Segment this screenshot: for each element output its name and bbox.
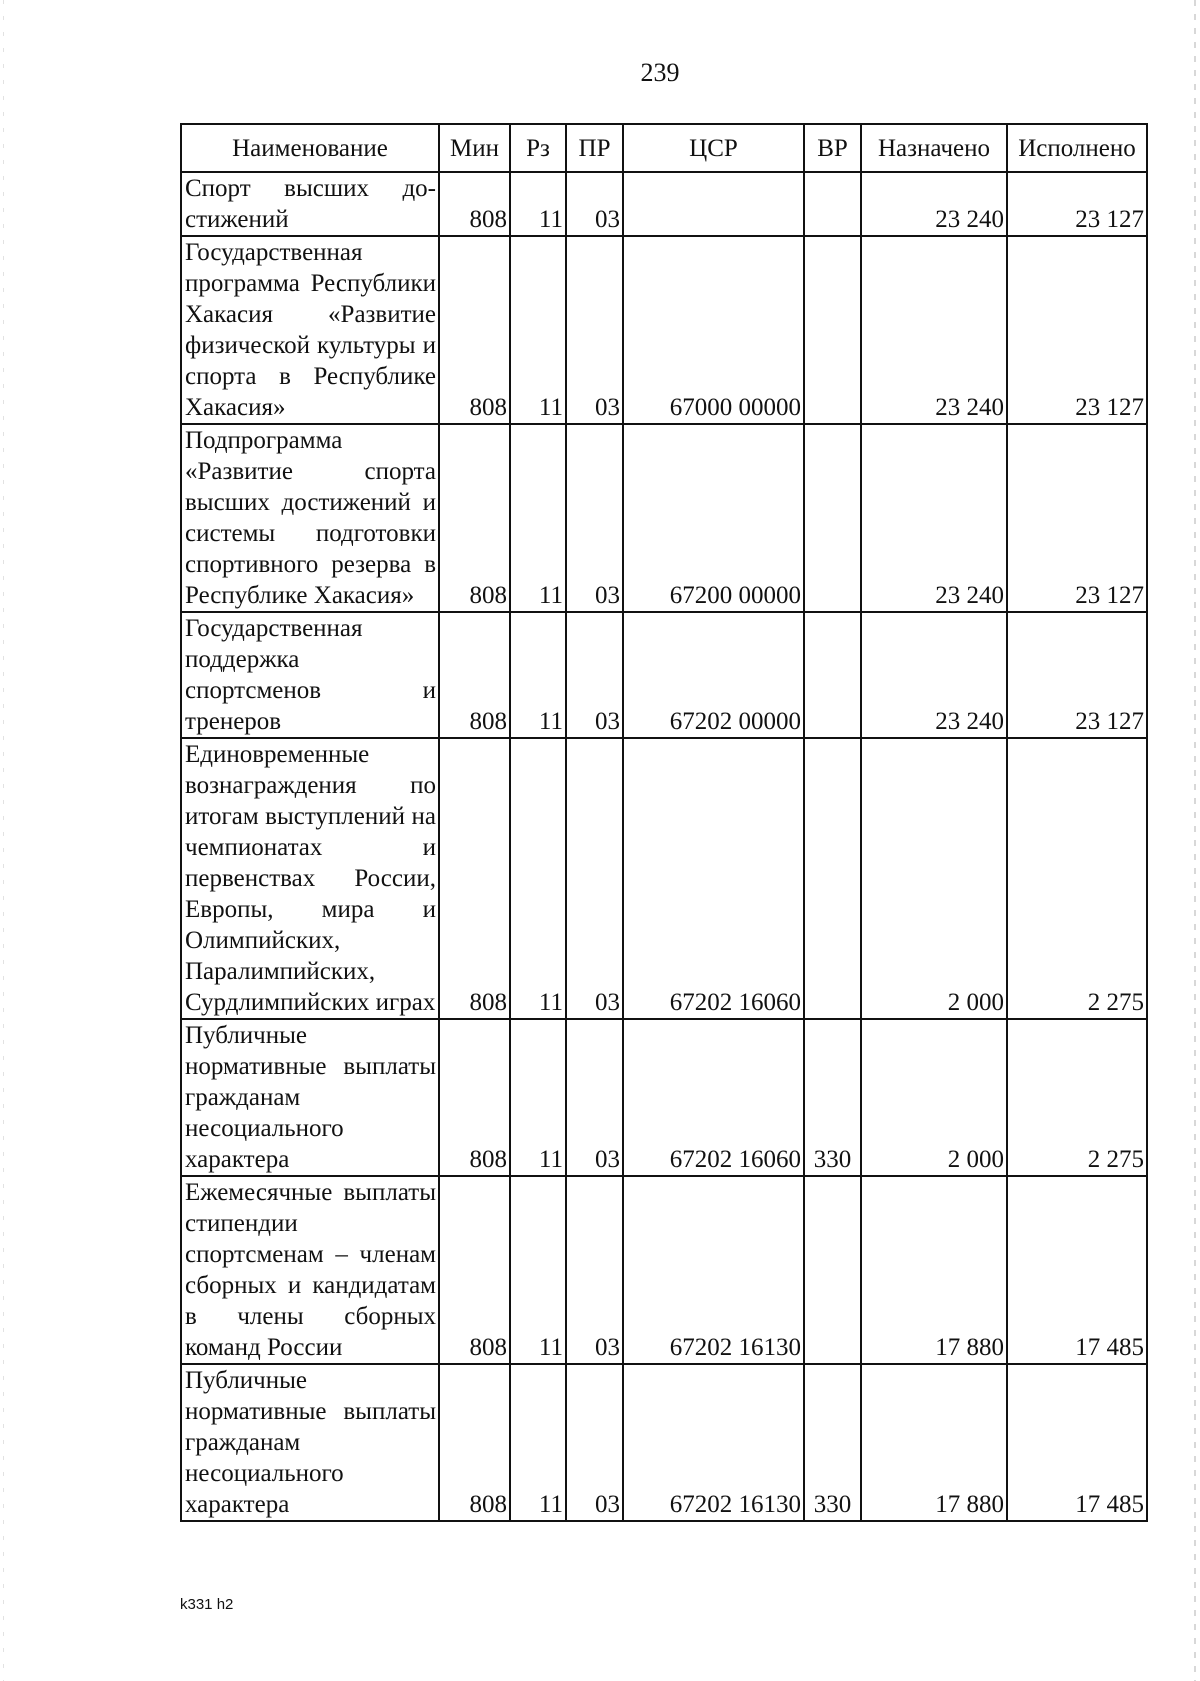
table-row — [181, 1176, 1147, 1364]
row-rz: 11 — [510, 1019, 566, 1176]
header-csr: ЦСР — [623, 124, 804, 172]
row-min: 808 — [439, 424, 510, 612]
row-name-text: Ежемесячные выплаты стипендии спортсменам – членам сборных и кандидатам в члены сборных команд России — [185, 1179, 436, 1361]
table-body — [181, 172, 1147, 1521]
row-name — [181, 1019, 439, 1176]
table-row — [181, 1019, 1147, 1176]
row-csr: 67202 16130 — [623, 1364, 804, 1521]
page-number: 239 — [640, 58, 680, 87]
row-vr — [804, 172, 861, 236]
row-name-text: Публичные нормативные выплаты гражданам несоциального характера — [185, 1367, 436, 1518]
header-name: Наименование — [181, 124, 439, 172]
footer-code: k331 h2 — [180, 1596, 234, 1613]
row-vr: 330 — [804, 1364, 861, 1521]
row-pr: 03 — [566, 236, 623, 424]
row-assigned: 17 880 — [861, 1176, 1007, 1364]
row-min: 808 — [439, 172, 510, 236]
row-executed: 23 127 — [1007, 236, 1147, 424]
row-executed: 23 127 — [1007, 424, 1147, 612]
scan-edge-right — [1194, 0, 1196, 1681]
row-pr: 03 — [566, 172, 623, 236]
row-csr: 67202 00000 — [623, 612, 804, 738]
row-pr: 03 — [566, 424, 623, 612]
row-rz: 11 — [510, 738, 566, 1019]
row-assigned: 23 240 — [861, 424, 1007, 612]
row-vr — [804, 424, 861, 612]
header-pr: ПР — [566, 124, 623, 172]
row-min: 808 — [439, 236, 510, 424]
row-executed: 23 127 — [1007, 172, 1147, 236]
row-csr: 67200 00000 — [623, 424, 804, 612]
row-rz: 11 — [510, 172, 566, 236]
row-rz: 11 — [510, 424, 566, 612]
row-csr: 67202 16060 — [623, 1019, 804, 1176]
row-csr: 67000 00000 — [623, 236, 804, 424]
row-executed: 17 485 — [1007, 1364, 1147, 1521]
row-executed: 23 127 — [1007, 612, 1147, 738]
table-row — [181, 172, 1147, 236]
row-pr: 03 — [566, 1019, 623, 1176]
table-row — [181, 738, 1147, 1019]
row-vr — [804, 612, 861, 738]
row-executed: 2 275 — [1007, 1019, 1147, 1176]
row-name — [181, 612, 439, 738]
row-assigned: 23 240 — [861, 612, 1007, 738]
row-assigned: 23 240 — [861, 236, 1007, 424]
row-assigned: 2 000 — [861, 1019, 1007, 1176]
row-vr: 330 — [804, 1019, 861, 1176]
row-pr: 03 — [566, 738, 623, 1019]
row-assigned: 23 240 — [861, 172, 1007, 236]
row-assigned: 2 000 — [861, 738, 1007, 1019]
row-min: 808 — [439, 738, 510, 1019]
header-rz: Рз — [510, 124, 566, 172]
table-row — [181, 1364, 1147, 1521]
row-rz: 11 — [510, 1364, 566, 1521]
header-min: Мин — [439, 124, 510, 172]
row-name-text: Спорт высших до-стижений — [185, 175, 436, 233]
row-vr — [804, 738, 861, 1019]
row-csr — [623, 172, 804, 236]
row-name-text: Подпрограмма «Развитие спорта высших достижений и системы подготовки спортивного резерва в Республике Хакасия» — [185, 427, 436, 609]
header-executed: Исполнено — [1007, 124, 1147, 172]
scan-edge-left — [3, 0, 4, 1681]
row-name — [181, 236, 439, 424]
row-name — [181, 1176, 439, 1364]
row-name-text: Единовременные вознаграждения по итогам выступлений на чемпионатах и первенствах России, Европы, мира и Олимпийских, Паралимпийских, Сурдлимпийских играх — [185, 741, 436, 1016]
budget-table — [180, 123, 1148, 1522]
table-header-row — [181, 124, 1147, 172]
row-csr: 67202 16130 — [623, 1176, 804, 1364]
row-rz: 11 — [510, 612, 566, 738]
row-pr: 03 — [566, 1364, 623, 1521]
row-min: 808 — [439, 612, 510, 738]
row-vr — [804, 236, 861, 424]
header-vr: ВР — [804, 124, 861, 172]
row-name — [181, 738, 439, 1019]
table-row — [181, 236, 1147, 424]
row-name-text: Публичные нормативные выплаты гражданам несоциального характера — [185, 1022, 436, 1173]
row-name — [181, 172, 439, 236]
row-csr: 67202 16060 — [623, 738, 804, 1019]
row-rz: 11 — [510, 236, 566, 424]
row-pr: 03 — [566, 612, 623, 738]
table-row — [181, 612, 1147, 738]
table-row — [181, 424, 1147, 612]
row-rz: 11 — [510, 1176, 566, 1364]
row-executed: 2 275 — [1007, 738, 1147, 1019]
row-name — [181, 424, 439, 612]
row-min: 808 — [439, 1019, 510, 1176]
row-name-text: Государственная поддержка спортсменов и тренеров — [185, 615, 436, 735]
header-assigned: Назначено — [861, 124, 1007, 172]
row-name — [181, 1364, 439, 1521]
row-min: 808 — [439, 1176, 510, 1364]
row-executed: 17 485 — [1007, 1176, 1147, 1364]
row-assigned: 17 880 — [861, 1364, 1007, 1521]
row-vr — [804, 1176, 861, 1364]
row-name-text: Государственная программа Республики Хакасия «Развитие физической культуры и спорта в Республике Хакасия» — [185, 239, 436, 421]
row-pr: 03 — [566, 1176, 623, 1364]
row-min: 808 — [439, 1364, 510, 1521]
